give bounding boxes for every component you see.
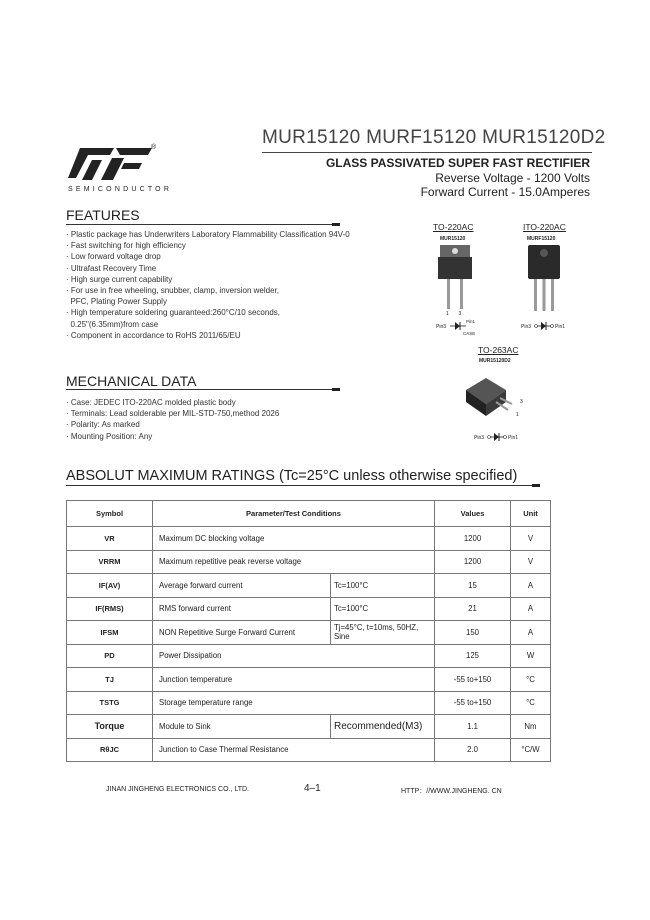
header-rule [262,152,592,153]
features-list [66,229,350,341]
cell-value: -55 to+150 [435,668,511,692]
cell-parameter: Average forward current [153,574,331,598]
to263-pin-1: 1 [516,412,519,418]
to263-label: TO-263AC [478,345,519,355]
cell-condition: Tj=45°C, t=10ms, 50HZ, Sine [331,621,435,645]
cell-unit: °C [511,668,551,692]
cell-symbol: TJ [67,668,153,692]
ratings-title: ABSOLUT MAXIMUM RATINGS (Tc=25°C unless otherwise specified) [66,468,518,484]
table-row [67,715,551,739]
cell-parameter: NON Repetitive Surge Forward Current [153,621,331,645]
feature-item: · For use in free wheeling, snubber, clamp, inversion welder, [66,286,279,296]
header-values: Values [435,501,511,527]
registered-mark: ® [151,144,157,151]
mechanical-item: · Polarity: As marked [66,420,140,430]
cell-unit: A [511,621,551,645]
ratings-rule [66,485,540,486]
cell-value: 1200 [435,550,511,574]
feature-item: · Low forward voltage drop [66,252,161,262]
table-row [67,550,551,574]
forward-current: Forward Current - 15.0Amperes [420,185,590,199]
feature-item: · High surge current capability [66,274,173,284]
to220-pin3: Pin3 [436,324,447,330]
cell-parameter: RMS forward current [153,597,331,621]
to263-part: MUR15120D2 [479,358,511,364]
footer-website: HTTP：//WWW.JINGHENG. CN [401,788,502,795]
to220-label: TO-220AC [433,222,474,232]
cell-symbol: RθJC [67,738,153,762]
to263-pin3: Pin3 [474,435,485,441]
to220-diode-symbol [450,321,466,331]
table-row [67,574,551,598]
cell-condition: Recommended(M3) [331,715,435,739]
cell-symbol: Torque [67,715,153,739]
to263-pin-3: 3 [520,399,523,405]
mechanical-item: · Case: JEDEC ITO-220AC molded plastic body [66,398,236,407]
feature-item: · Fast switching for high efficiency [66,241,186,251]
header-unit: Unit [511,501,551,527]
cell-value: 150 [435,621,511,645]
cell-unit: V [511,527,551,551]
cell-unit: A [511,597,551,621]
ito220-label: ITO-220AC [523,222,566,232]
features-rule [66,224,340,225]
ito220-diode-symbol [534,321,554,331]
to220-pin-numbers: 1 3 [446,311,462,317]
cell-condition: Tc=100°C [331,597,435,621]
feature-item: · Component in accordance to RoHS 2011/65/EU [66,330,241,340]
feature-item: · Ultrafast Recovery Time [66,263,157,273]
cell-unit: °C [511,691,551,715]
table-row [67,527,551,551]
table-row [67,621,551,645]
ito220-part: MURF15120 [527,236,556,242]
table-row [67,644,551,668]
footer-company: JINAN JINGHENG ELECTRONICS CO., LTD. [106,786,249,793]
table-row [67,597,551,621]
cell-symbol: IFSM [67,621,153,645]
to263-pin1: Pin1 [508,435,519,441]
to220-package-icon [436,243,474,313]
cell-parameter: Junction temperature [153,668,435,692]
mechanical-list [66,397,279,442]
cell-unit: °C/W [511,738,551,762]
feature-item: · Plastic package has Underwriters Laboratory Flammability Classification 94V-0 [66,230,350,239]
ratings-table [66,500,551,762]
header-symbol: Symbol [67,501,153,527]
company-logo [68,146,158,186]
cell-value: 21 [435,597,511,621]
cell-symbol: VR [67,527,153,551]
cell-symbol: PD [67,644,153,668]
cell-symbol: VRRM [67,550,153,574]
product-title: GLASS PASSIVATED SUPER FAST RECTIFIER [325,156,590,170]
table-row [67,668,551,692]
cell-unit: W [511,644,551,668]
table-header-row [67,501,551,527]
cell-value: 1.1 [435,715,511,739]
cell-value: 2.0 [435,738,511,762]
cell-parameter: Storage temperature range [153,691,435,715]
ito220-pin3: Pin3 [521,324,532,330]
mechanical-item: · Mounting Position: Any [66,431,153,441]
to263-diode-symbol [487,432,507,442]
cell-value: 15 [435,574,511,598]
footer-page-number: 4–1 [304,783,321,794]
cell-parameter: Module to Sink [153,715,331,739]
cell-parameter: Maximum repetitive peak reverse voltage [153,550,435,574]
part-numbers: MUR15120 MURF15120 MUR15120D2 [262,127,606,148]
cell-unit: V [511,550,551,574]
ito220-package-icon [527,243,561,315]
company-tagline: SEMICONDUCTOR [68,186,173,193]
cell-parameter: Junction to Case Thermal Resistance [153,738,435,762]
cell-parameter: Power Dissipation [153,644,435,668]
feature-item: 0.25"(6.35mm)from case [70,319,159,329]
to263-package-icon [462,376,518,422]
cell-symbol: IF(RMS) [67,597,153,621]
mechanical-item: · Terminals: Lead solderable per MIL-STD-750,method 2026 [66,409,280,419]
table-row [67,738,551,762]
header-parameter: Parameter/Test Conditions [153,501,435,527]
mechanical-title: MECHANICAL DATA [66,373,197,389]
ito220-pin1: Pin1 [555,324,566,330]
to220-pin1: Pin1 [466,319,476,324]
cell-value: 125 [435,644,511,668]
reverse-voltage: Reverse Voltage - 1200 Volts [435,171,590,185]
cell-unit: A [511,574,551,598]
cell-value: 1200 [435,527,511,551]
mechanical-rule [66,389,340,390]
to220-case-label: CASE [463,331,476,336]
cell-symbol: TSTG [67,691,153,715]
to220-part: MUR15120 [440,236,466,242]
cell-symbol: IF(AV) [67,574,153,598]
feature-item: PFC, Plating Power Supply [70,297,167,307]
feature-item: · High temperature soldering guaranteed:260°C/10 seconds, [66,308,280,318]
cell-unit: Nm [511,715,551,739]
features-title: FEATURES [66,207,140,223]
cell-parameter: Maximum DC blocking voltage [153,527,435,551]
cell-value: -55 to+150 [435,691,511,715]
cell-condition: Tc=100°C [331,574,435,598]
table-row [67,691,551,715]
